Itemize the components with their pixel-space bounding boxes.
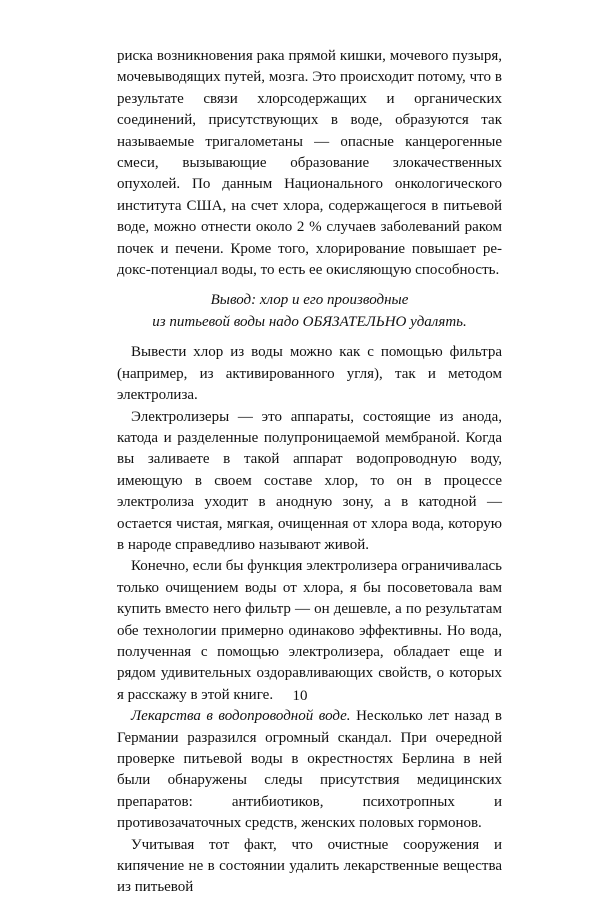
paragraph-medicines-in-water (117, 706, 502, 834)
paragraph-lead-rest: Несколько лет назад в Германии разразился огромный скандал. При очередной проверке питьевой воды в окрестностях Берлина в ней были обнаружены следы присутствия медицинских препаратов: антибиотиков, психотропных и противозачаточных средств, женских половых гормонов. (117, 708, 502, 832)
paragraph-filter-comparison: Конечно, если бы функция электролизера ограничивалась только очищением воды от хлора, я бы посоветовала вам купить вместо него фильтр — он дешевле, а по результатам обе технологии примерно одинаково эффективны. Но вода, полученная с помощью электролизера, обладает еще и рядом удивительных оздоравливающих свойств, о которых я расскажу в этой книге. (117, 558, 502, 703)
paragraph-chlorine-risks: риска возникновения рака прямой кишки, мочевого пузыря, мочевыводящих путей, мозга. Это происходит потому, что в результате связи хлорсодержащих и органических соединений, присутствующих в воде, образуются так называемые тригалометаны — опасные канцерогенные смеси, вызывающие образование злокачественных опухолей. По данным Национального онкологического института США, на счет хлора, содержащегося в питьевой воде, можно отнести около 2 % случаев заболеваний раком почек и печени. Кроме того, хлорирование повышает редокс-потенциал воды, то есть ее окисляющую способность. (117, 48, 502, 279)
conclusion-block (117, 290, 502, 333)
paragraph-treatment-plants: Учитывая тот факт, что очистные сооружения и кипячение не в состоянии удалить лекарственные вещества из питьевой (117, 836, 502, 896)
paragraph-remove-chlorine: Вывести хлор из воды можно как с помощью фильтра (например, из активированного угля), так и методом электролиза. (117, 344, 502, 404)
page-number: 10 (292, 688, 308, 704)
page-body (117, 46, 502, 899)
paragraph-lead-italic: Лекарства в водопроводной воде. (131, 708, 351, 725)
conclusion-line-1: Вывод: хлор и его производные (210, 292, 409, 309)
conclusion-line-2: из питьевой воды надо ОБЯЗАТЕЛЬНО удалять. (152, 313, 467, 330)
paragraph-electrolyzers: Электролизеры — это аппараты, состоящие из анода, катода и разделенные полупроницаемой мембраной. Когда вы заливаете в такой аппарат водопроводную воду, имеющую в своем составе хлор, то он в процессе электролиза уходит в анодную зону, а в катодной — остается чистая, мягкая, очищенная от хлора вода, которую в народе справедливо называют живой. (117, 408, 502, 553)
